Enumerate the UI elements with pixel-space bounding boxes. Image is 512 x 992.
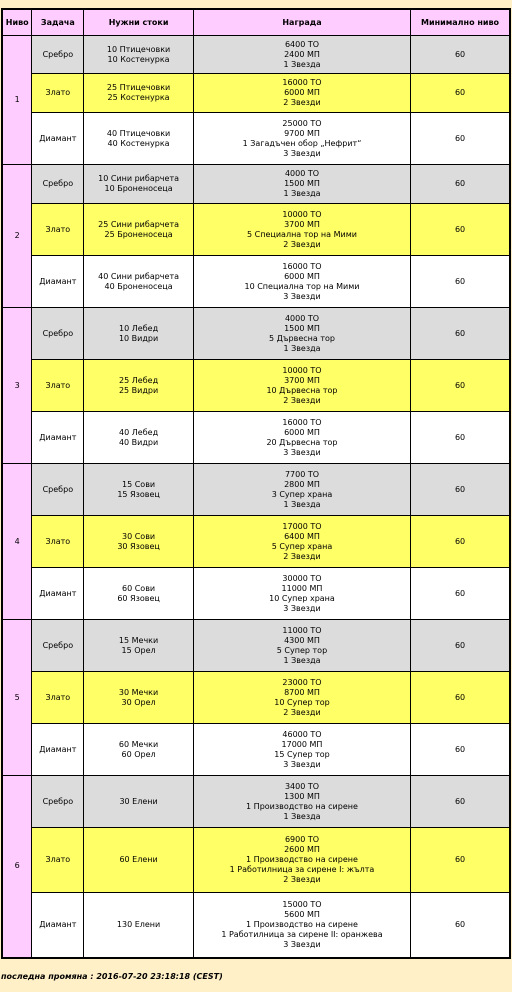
min-level-cell: 60 bbox=[411, 360, 510, 412]
goods-line: 15 Мечки bbox=[118, 635, 159, 645]
reward-line: 23000 ТО bbox=[282, 677, 322, 687]
reward-line: 3 Звезди bbox=[283, 759, 321, 769]
goods-line: 40 Сини рибарчета bbox=[98, 271, 180, 281]
reward-line: 1500 МП bbox=[284, 323, 320, 333]
reward-line: 10000 ТО bbox=[282, 209, 322, 219]
reward-line: 4000 ТО bbox=[284, 313, 320, 323]
min-level-cell: 60 bbox=[411, 165, 510, 204]
table-row bbox=[2, 828, 510, 893]
task-cell: Злато bbox=[32, 828, 84, 893]
reward-line: 2600 МП bbox=[284, 845, 320, 854]
reward-cell bbox=[193, 74, 410, 113]
reward-line: 6000 МП bbox=[284, 88, 320, 97]
table-row bbox=[2, 516, 510, 568]
header-reward: Награда bbox=[193, 9, 410, 36]
page-top-strip bbox=[0, 0, 512, 8]
reward-line: 10 Специална тор на Мими bbox=[244, 281, 360, 291]
min-level-cell: 60 bbox=[411, 828, 510, 893]
reward-line: 2 Звезди bbox=[283, 239, 321, 249]
min-level-cell: 60 bbox=[411, 308, 510, 360]
goods-line: 25 Видри bbox=[118, 385, 159, 395]
goods-line: 60 Язовец bbox=[117, 593, 160, 603]
goods-line: 40 Видри bbox=[118, 437, 159, 447]
goods-line: 60 Мечки bbox=[118, 739, 159, 749]
reward-line: 5 Супер тор bbox=[276, 645, 328, 655]
goods-line: 30 Язовец bbox=[117, 541, 160, 551]
reward-line: 1 Производство на сирене bbox=[246, 919, 358, 929]
reward-line: 10 Супер тор bbox=[274, 697, 330, 707]
task-cell: Злато bbox=[32, 360, 84, 412]
goods-cell bbox=[84, 828, 194, 893]
goods-line: 40 Броненосеца bbox=[104, 281, 173, 291]
task-cell: Диамант bbox=[32, 724, 84, 776]
reward-line: 4300 МП bbox=[284, 635, 320, 645]
task-cell: Диамант bbox=[32, 256, 84, 308]
reward-cell bbox=[193, 464, 410, 516]
task-cell: Диамант bbox=[32, 412, 84, 464]
goods-line: 15 Язовец bbox=[117, 489, 160, 499]
task-cell: Диамант bbox=[32, 568, 84, 620]
reward-cell bbox=[193, 620, 410, 672]
goods-cell bbox=[84, 893, 194, 958]
goods-line: 25 Сини рибарчета bbox=[98, 219, 180, 229]
task-cell: Сребро bbox=[32, 165, 84, 204]
task-cell: Злато bbox=[32, 74, 84, 113]
task-cell: Сребро bbox=[32, 464, 84, 516]
reward-cell bbox=[193, 204, 410, 256]
reward-cell bbox=[193, 724, 410, 776]
goods-line: 25 Птицечовки bbox=[106, 83, 171, 92]
reward-line: 1 Звезда bbox=[283, 811, 321, 821]
table-row bbox=[2, 36, 510, 74]
reward-line: 6400 МП bbox=[284, 531, 320, 541]
goods-cell bbox=[84, 256, 194, 308]
goods-line: 60 Сови bbox=[122, 583, 156, 593]
reward-line: 46000 ТО bbox=[282, 729, 322, 739]
quest-table bbox=[1, 8, 511, 959]
table-row bbox=[2, 672, 510, 724]
reward-line: 5 Специална тор на Мими bbox=[247, 229, 357, 239]
reward-line: 16000 ТО bbox=[282, 261, 322, 271]
table-row bbox=[2, 204, 510, 256]
reward-line: 10 Дървесна тор bbox=[266, 385, 338, 395]
goods-cell bbox=[84, 724, 194, 776]
reward-cell bbox=[193, 776, 410, 828]
reward-line: 1 Звезда bbox=[283, 655, 321, 665]
reward-line: 17000 ТО bbox=[282, 521, 322, 531]
task-cell: Диамант bbox=[32, 893, 84, 958]
goods-line: 15 Сови bbox=[122, 479, 156, 489]
task-cell: Сребро bbox=[32, 308, 84, 360]
goods-cell bbox=[84, 516, 194, 568]
goods-line: 10 Птицечовки bbox=[106, 44, 171, 54]
reward-cell bbox=[193, 516, 410, 568]
reward-line: 3 Звезди bbox=[283, 447, 321, 457]
reward-cell bbox=[193, 36, 410, 74]
level-cell: 3 bbox=[2, 308, 32, 464]
goods-cell bbox=[84, 204, 194, 256]
reward-line: 3 Супер храна bbox=[271, 489, 333, 499]
reward-line: 4000 ТО bbox=[284, 169, 320, 178]
reward-cell bbox=[193, 360, 410, 412]
min-level-cell: 60 bbox=[411, 256, 510, 308]
goods-cell bbox=[84, 74, 194, 113]
min-level-cell: 60 bbox=[411, 568, 510, 620]
goods-line: 10 Лебед bbox=[119, 323, 159, 333]
reward-line: 1 Звезда bbox=[283, 189, 321, 198]
reward-line: 30000 ТО bbox=[282, 573, 322, 583]
reward-cell bbox=[193, 256, 410, 308]
reward-line: 5600 МП bbox=[284, 909, 320, 919]
reward-cell bbox=[193, 412, 410, 464]
goods-line: 30 Орел bbox=[121, 697, 156, 707]
reward-line: 2400 МП bbox=[284, 49, 320, 59]
reward-line: 10000 ТО bbox=[282, 365, 322, 375]
min-level-cell: 60 bbox=[411, 893, 510, 958]
reward-line: 1 Работилница за сирене I: жълта bbox=[229, 865, 375, 874]
min-level-cell: 60 bbox=[411, 204, 510, 256]
reward-line: 9700 МП bbox=[284, 128, 320, 138]
table-row bbox=[2, 165, 510, 204]
header-goods: Нужни стоки bbox=[84, 9, 194, 36]
goods-line: 40 Костенурка bbox=[107, 138, 170, 148]
task-cell: Злато bbox=[32, 204, 84, 256]
min-level-cell: 60 bbox=[411, 516, 510, 568]
goods-line: 40 Лебед bbox=[119, 427, 159, 437]
goods-line: 25 Лебед bbox=[119, 375, 159, 385]
reward-cell bbox=[193, 568, 410, 620]
reward-line: 6000 МП bbox=[284, 271, 320, 281]
goods-line: 25 Броненосеца bbox=[104, 229, 173, 239]
reward-line: 1 Звезда bbox=[283, 499, 321, 509]
table-row bbox=[2, 620, 510, 672]
task-cell: Сребро bbox=[32, 620, 84, 672]
reward-cell bbox=[193, 893, 410, 958]
table-row bbox=[2, 74, 510, 113]
task-cell: Сребро bbox=[32, 36, 84, 74]
reward-line: 3 Звезди bbox=[283, 148, 321, 158]
reward-line: 2 Звезди bbox=[283, 707, 321, 717]
task-cell: Сребро bbox=[32, 776, 84, 828]
table-header-row bbox=[2, 9, 510, 36]
reward-line: 5 Дървесна тор bbox=[269, 333, 335, 343]
reward-line: 10 Супер храна bbox=[269, 593, 335, 603]
reward-line: 15 Супер тор bbox=[274, 749, 330, 759]
reward-line: 6000 МП bbox=[284, 427, 320, 437]
goods-cell bbox=[84, 360, 194, 412]
reward-line: 2 Звезди bbox=[283, 875, 321, 884]
task-cell: Злато bbox=[32, 516, 84, 568]
level-cell: 1 bbox=[2, 36, 32, 165]
reward-line: 3700 МП bbox=[284, 375, 320, 385]
goods-cell bbox=[84, 165, 194, 204]
goods-cell bbox=[84, 568, 194, 620]
reward-line: 16000 ТО bbox=[282, 78, 322, 87]
reward-line: 3700 МП bbox=[284, 219, 320, 229]
reward-line: 11000 МП bbox=[281, 583, 323, 593]
reward-cell bbox=[193, 828, 410, 893]
reward-line: 20 Дървесна тор bbox=[266, 437, 338, 447]
level-cell: 2 bbox=[2, 165, 32, 308]
goods-line: 15 Орел bbox=[121, 645, 156, 655]
min-level-cell: 60 bbox=[411, 724, 510, 776]
min-level-cell: 60 bbox=[411, 412, 510, 464]
reward-line: 1500 МП bbox=[284, 179, 320, 188]
level-cell: 5 bbox=[2, 620, 32, 776]
reward-line: 16000 ТО bbox=[282, 417, 322, 427]
table-row bbox=[2, 464, 510, 516]
table-row bbox=[2, 256, 510, 308]
reward-line: 11000 ТО bbox=[282, 625, 322, 635]
reward-line: 6900 ТО bbox=[284, 835, 320, 844]
goods-cell bbox=[84, 672, 194, 724]
reward-line: 2 Звезди bbox=[283, 551, 321, 561]
goods-line: 25 Костенурка bbox=[107, 93, 170, 102]
level-cell: 4 bbox=[2, 464, 32, 620]
goods-line: 10 Костенурка bbox=[107, 54, 170, 64]
reward-line: 17000 МП bbox=[281, 739, 323, 749]
goods-line: 130 Елени bbox=[116, 919, 161, 929]
goods-line: 10 Видри bbox=[118, 333, 159, 343]
reward-cell bbox=[193, 308, 410, 360]
goods-line: 40 Птицечовки bbox=[106, 128, 171, 138]
reward-line: 3 Звезди bbox=[283, 939, 321, 949]
goods-cell bbox=[84, 36, 194, 74]
reward-line: 1 Производство на сирене bbox=[246, 855, 358, 864]
reward-line: 1 Звезда bbox=[283, 343, 321, 353]
reward-line: 2 Звезди bbox=[283, 395, 321, 405]
goods-line: 60 Орел bbox=[121, 749, 156, 759]
min-level-cell: 60 bbox=[411, 672, 510, 724]
goods-line: 30 Мечки bbox=[118, 687, 159, 697]
table-body bbox=[2, 36, 510, 958]
reward-line: 7700 ТО bbox=[284, 469, 320, 479]
min-level-cell: 60 bbox=[411, 464, 510, 516]
min-level-cell: 60 bbox=[411, 620, 510, 672]
table-row bbox=[2, 568, 510, 620]
header-min-level: Минимално ниво bbox=[411, 9, 510, 36]
header-task: Задача bbox=[32, 9, 84, 36]
reward-line: 3 Звезди bbox=[283, 291, 321, 301]
goods-cell bbox=[84, 620, 194, 672]
goods-line: 30 Сови bbox=[122, 531, 156, 541]
min-level-cell: 60 bbox=[411, 36, 510, 74]
reward-line: 1 Загадъчен обор „Нефрит“ bbox=[242, 138, 362, 148]
table-row bbox=[2, 113, 510, 165]
min-level-cell: 60 bbox=[411, 776, 510, 828]
level-cell: 6 bbox=[2, 776, 32, 958]
table-row bbox=[2, 360, 510, 412]
goods-line: 10 Сини рибарчета bbox=[98, 174, 180, 183]
goods-cell bbox=[84, 308, 194, 360]
goods-cell bbox=[84, 113, 194, 165]
reward-line: 15000 ТО bbox=[282, 899, 322, 909]
reward-line: 3400 ТО bbox=[284, 781, 320, 791]
reward-line: 3 Звезди bbox=[283, 603, 321, 613]
task-cell: Диамант bbox=[32, 113, 84, 165]
table-row bbox=[2, 776, 510, 828]
reward-line: 1 Звезда bbox=[283, 59, 321, 69]
reward-line: 5 Супер храна bbox=[271, 541, 333, 551]
reward-cell bbox=[193, 113, 410, 165]
reward-line: 2800 МП bbox=[284, 479, 320, 489]
reward-line: 8700 МП bbox=[284, 687, 320, 697]
reward-line: 1 Производство на сирене bbox=[246, 801, 358, 811]
table-row bbox=[2, 412, 510, 464]
goods-line: 60 Елени bbox=[119, 855, 158, 864]
table-row bbox=[2, 893, 510, 958]
reward-line: 2 Звезди bbox=[283, 98, 321, 107]
last-modified-footer: последна промяна : 2016-07-20 23:18:18 (CEST) bbox=[1, 972, 223, 981]
reward-cell bbox=[193, 165, 410, 204]
table-row bbox=[2, 724, 510, 776]
goods-line: 30 Елени bbox=[119, 796, 158, 806]
min-level-cell: 60 bbox=[411, 74, 510, 113]
header-level: Ниво bbox=[2, 9, 32, 36]
goods-cell bbox=[84, 776, 194, 828]
reward-line: 1 Работилница за сирене II: оранжева bbox=[221, 929, 383, 939]
table-row bbox=[2, 308, 510, 360]
reward-line: 25000 ТО bbox=[282, 118, 322, 128]
reward-line: 6400 ТО bbox=[284, 39, 320, 49]
goods-cell bbox=[84, 464, 194, 516]
reward-line: 1300 МП bbox=[284, 791, 320, 801]
task-cell: Злато bbox=[32, 672, 84, 724]
reward-cell bbox=[193, 672, 410, 724]
min-level-cell: 60 bbox=[411, 113, 510, 165]
goods-cell bbox=[84, 412, 194, 464]
goods-line: 10 Броненосеца bbox=[104, 184, 173, 193]
